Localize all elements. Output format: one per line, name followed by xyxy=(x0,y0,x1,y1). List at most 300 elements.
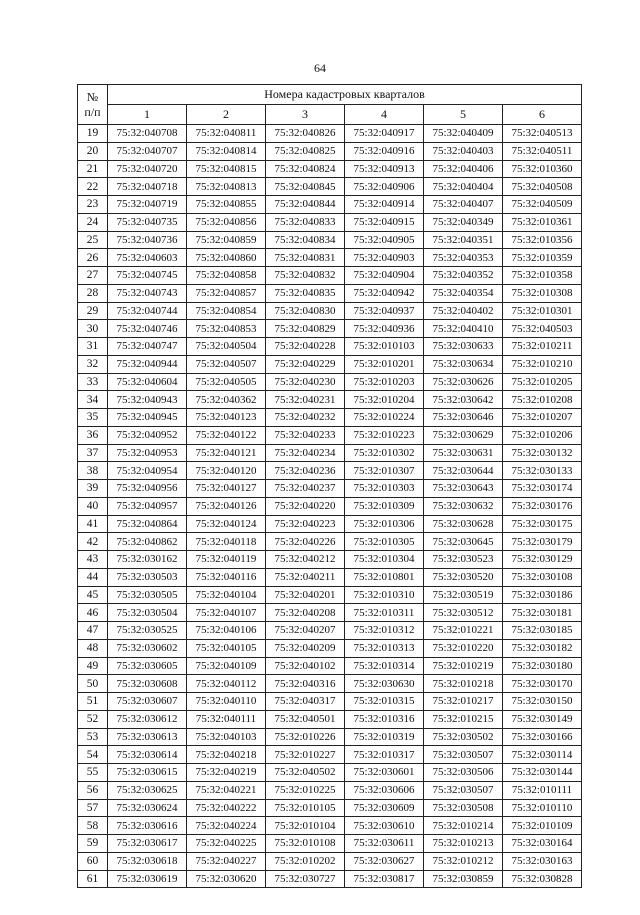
cadastral-number-cell: 75:32:030129 xyxy=(503,551,582,569)
column-number-header: 2 xyxy=(187,105,266,125)
row-number-cell: 40 xyxy=(78,497,108,515)
cadastral-number-cell: 75:32:040233 xyxy=(266,426,345,444)
cadastral-number-cell: 75:32:010206 xyxy=(503,426,582,444)
cadastral-number-cell: 75:32:040110 xyxy=(187,693,266,711)
cadastral-number-cell: 75:32:030179 xyxy=(503,533,582,551)
cadastral-number-cell: 75:32:010210 xyxy=(503,355,582,373)
cadastral-number-cell: 75:32:030628 xyxy=(424,515,503,533)
cadastral-number-cell: 75:32:040116 xyxy=(187,568,266,586)
cadastral-number-cell: 75:32:040409 xyxy=(424,125,503,143)
cadastral-number-cell: 75:32:040945 xyxy=(108,409,187,427)
cadastral-number-cell: 75:32:040353 xyxy=(424,249,503,267)
row-number-header-symbol: № xyxy=(86,89,99,104)
cadastral-number-cell: 75:32:040222 xyxy=(187,799,266,817)
row-number-cell: 43 xyxy=(78,551,108,569)
cadastral-number-cell: 75:32:030644 xyxy=(424,462,503,480)
column-number-header: 1 xyxy=(108,105,187,125)
cadastral-number-cell: 75:32:040223 xyxy=(266,515,345,533)
table-row xyxy=(78,231,582,249)
cadastral-quarters-table xyxy=(77,84,582,888)
cadastral-number-cell: 75:32:010218 xyxy=(424,675,503,693)
row-number-cell: 25 xyxy=(78,231,108,249)
cadastral-number-cell: 75:32:030164 xyxy=(503,835,582,853)
row-number-cell: 27 xyxy=(78,267,108,285)
cadastral-number-cell: 75:32:010302 xyxy=(345,444,424,462)
table-row xyxy=(78,213,582,231)
cadastral-number-cell: 75:32:040957 xyxy=(108,497,187,515)
cadastral-number-cell: 75:32:030610 xyxy=(345,817,424,835)
cadastral-number-cell: 75:32:010207 xyxy=(503,409,582,427)
cadastral-number-cell: 75:32:030507 xyxy=(424,781,503,799)
column-number-header: 3 xyxy=(266,105,345,125)
cadastral-number-cell: 75:32:040211 xyxy=(266,568,345,586)
cadastral-number-cell: 75:32:030612 xyxy=(108,710,187,728)
cadastral-number-cell: 75:32:040232 xyxy=(266,409,345,427)
cadastral-number-cell: 75:32:040224 xyxy=(187,817,266,835)
cadastral-number-cell: 75:32:040236 xyxy=(266,462,345,480)
cadastral-number-cell: 75:32:010308 xyxy=(503,284,582,302)
cadastral-number-cell: 75:32:030605 xyxy=(108,657,187,675)
cadastral-number-cell: 75:32:040834 xyxy=(266,231,345,249)
cadastral-number-cell: 75:32:030523 xyxy=(424,551,503,569)
cadastral-number-cell: 75:32:040229 xyxy=(266,355,345,373)
table-row xyxy=(78,870,582,888)
table-row xyxy=(78,249,582,267)
cadastral-number-cell: 75:32:040603 xyxy=(108,249,187,267)
cadastral-number-cell: 75:32:030181 xyxy=(503,604,582,622)
cadastral-number-cell: 75:32:040856 xyxy=(187,213,266,231)
cadastral-number-cell: 75:32:010306 xyxy=(345,515,424,533)
row-number-cell: 59 xyxy=(78,835,108,853)
cadastral-number-cell: 75:32:030634 xyxy=(424,355,503,373)
cadastral-number-cell: 75:32:030520 xyxy=(424,568,503,586)
cadastral-number-cell: 75:32:010220 xyxy=(424,639,503,657)
cadastral-number-cell: 75:32:040107 xyxy=(187,604,266,622)
cadastral-number-cell: 75:32:040349 xyxy=(424,213,503,231)
cadastral-number-cell: 75:32:030620 xyxy=(187,870,266,888)
table-row xyxy=(78,622,582,640)
row-number-cell: 34 xyxy=(78,391,108,409)
cadastral-number-cell: 75:32:010358 xyxy=(503,267,582,285)
table-row xyxy=(78,746,582,764)
row-number-cell: 55 xyxy=(78,764,108,782)
cadastral-number-cell: 75:32:010104 xyxy=(266,817,345,835)
cadastral-number-cell: 75:32:030633 xyxy=(424,338,503,356)
cadastral-number-cell: 75:32:010359 xyxy=(503,249,582,267)
cadastral-number-cell: 75:32:040201 xyxy=(266,586,345,604)
cadastral-number-cell: 75:32:030624 xyxy=(108,799,187,817)
cadastral-number-cell: 75:32:040604 xyxy=(108,373,187,391)
cadastral-number-cell: 75:32:040826 xyxy=(266,125,345,143)
cadastral-number-cell: 75:32:010311 xyxy=(345,604,424,622)
cadastral-number-cell: 75:32:010221 xyxy=(424,622,503,640)
cadastral-number-cell: 75:32:030646 xyxy=(424,409,503,427)
cadastral-number-cell: 75:32:040913 xyxy=(345,160,424,178)
cadastral-number-cell: 75:32:030629 xyxy=(424,426,503,444)
row-number-cell: 45 xyxy=(78,586,108,604)
cadastral-number-cell: 75:32:010312 xyxy=(345,622,424,640)
cadastral-number-cell: 75:32:010108 xyxy=(266,835,345,853)
row-number-cell: 23 xyxy=(78,196,108,214)
table-row xyxy=(78,462,582,480)
cadastral-number-cell: 75:32:040905 xyxy=(345,231,424,249)
cadastral-number-cell: 75:32:040509 xyxy=(503,196,582,214)
cadastral-number-cell: 75:32:030613 xyxy=(108,728,187,746)
cadastral-number-cell: 75:32:010315 xyxy=(345,693,424,711)
row-number-cell: 39 xyxy=(78,480,108,498)
cadastral-number-cell: 75:32:010314 xyxy=(345,657,424,675)
cadastral-number-cell: 75:32:030630 xyxy=(345,675,424,693)
row-number-cell: 54 xyxy=(78,746,108,764)
table-row xyxy=(78,409,582,427)
cadastral-number-cell: 75:32:040952 xyxy=(108,426,187,444)
cadastral-number-cell: 75:32:040234 xyxy=(266,444,345,462)
cadastral-number-cell: 75:32:010309 xyxy=(345,497,424,515)
cadastral-number-cell: 75:32:040855 xyxy=(187,196,266,214)
row-number-cell: 47 xyxy=(78,622,108,640)
table-row xyxy=(78,764,582,782)
cadastral-number-cell: 75:32:040362 xyxy=(187,391,266,409)
row-number-cell: 61 xyxy=(78,870,108,888)
cadastral-number-cell: 75:32:040221 xyxy=(187,781,266,799)
row-number-cell: 35 xyxy=(78,409,108,427)
table-row xyxy=(78,302,582,320)
cadastral-number-cell: 75:32:040746 xyxy=(108,320,187,338)
cadastral-number-cell: 75:32:040511 xyxy=(503,142,582,160)
cadastral-number-cell: 75:32:040943 xyxy=(108,391,187,409)
cadastral-number-cell: 75:32:040112 xyxy=(187,675,266,693)
cadastral-number-cell: 75:32:030144 xyxy=(503,764,582,782)
cadastral-number-cell: 75:32:040903 xyxy=(345,249,424,267)
cadastral-number-cell: 75:32:010223 xyxy=(345,426,424,444)
cadastral-number-cell: 75:32:030170 xyxy=(503,675,582,693)
cadastral-number-cell: 75:32:040811 xyxy=(187,125,266,143)
cadastral-number-cell: 75:32:040942 xyxy=(345,284,424,302)
row-number-cell: 24 xyxy=(78,213,108,231)
row-number-cell: 51 xyxy=(78,693,108,711)
cadastral-number-cell: 75:32:040228 xyxy=(266,338,345,356)
cadastral-number-cell: 75:32:030627 xyxy=(345,852,424,870)
cadastral-number-cell: 75:32:040226 xyxy=(266,533,345,551)
table-row xyxy=(78,675,582,693)
cadastral-number-cell: 75:32:030108 xyxy=(503,568,582,586)
table-row xyxy=(78,533,582,551)
table-row xyxy=(78,817,582,835)
cadastral-number-cell: 75:32:040118 xyxy=(187,533,266,551)
cadastral-number-cell: 75:32:040853 xyxy=(187,320,266,338)
cadastral-number-cell: 75:32:040402 xyxy=(424,302,503,320)
cadastral-number-cell: 75:32:030114 xyxy=(503,746,582,764)
cadastral-number-cell: 75:32:040103 xyxy=(187,728,266,746)
cadastral-number-cell: 75:32:040109 xyxy=(187,657,266,675)
cadastral-number-cell: 75:32:010310 xyxy=(345,586,424,604)
cadastral-number-cell: 75:32:040403 xyxy=(424,142,503,160)
cadastral-number-cell: 75:32:040410 xyxy=(424,320,503,338)
cadastral-number-cell: 75:32:030149 xyxy=(503,710,582,728)
cadastral-number-cell: 75:32:040859 xyxy=(187,231,266,249)
cadastral-number-cell: 75:32:040231 xyxy=(266,391,345,409)
cadastral-number-cell: 75:32:030150 xyxy=(503,693,582,711)
cadastral-number-cell: 75:32:030632 xyxy=(424,497,503,515)
cadastral-number-cell: 75:32:040829 xyxy=(266,320,345,338)
cadastral-number-cell: 75:32:040857 xyxy=(187,284,266,302)
cadastral-number-cell: 75:32:010356 xyxy=(503,231,582,249)
table-row xyxy=(78,568,582,586)
cadastral-number-cell: 75:32:040317 xyxy=(266,693,345,711)
cadastral-number-cell: 75:32:010103 xyxy=(345,338,424,356)
cadastral-number-cell: 75:32:030615 xyxy=(108,764,187,782)
cadastral-number-cell: 75:32:040503 xyxy=(503,320,582,338)
cadastral-number-cell: 75:32:040230 xyxy=(266,373,345,391)
cadastral-number-cell: 75:32:030614 xyxy=(108,746,187,764)
cadastral-number-cell: 75:32:030606 xyxy=(345,781,424,799)
cadastral-number-cell: 75:32:030166 xyxy=(503,728,582,746)
cadastral-number-cell: 75:32:040406 xyxy=(424,160,503,178)
cadastral-number-cell: 75:32:040505 xyxy=(187,373,266,391)
cadastral-number-cell: 75:32:010105 xyxy=(266,799,345,817)
cadastral-number-cell: 75:32:030176 xyxy=(503,497,582,515)
cadastral-number-cell: 75:32:040844 xyxy=(266,196,345,214)
row-number-cell: 26 xyxy=(78,249,108,267)
cadastral-number-cell: 75:32:040502 xyxy=(266,764,345,782)
cadastral-number-cell: 75:32:030611 xyxy=(345,835,424,853)
cadastral-number-cell: 75:32:010201 xyxy=(345,355,424,373)
cadastral-number-cell: 75:32:040744 xyxy=(108,302,187,320)
table-row xyxy=(78,338,582,356)
cadastral-number-cell: 75:32:040212 xyxy=(266,551,345,569)
cadastral-number-cell: 75:32:040864 xyxy=(108,515,187,533)
table-row xyxy=(78,835,582,853)
table-row xyxy=(78,142,582,160)
cadastral-number-cell: 75:32:010204 xyxy=(345,391,424,409)
cadastral-number-cell: 75:32:040354 xyxy=(424,284,503,302)
cadastral-number-cell: 75:32:010316 xyxy=(345,710,424,728)
cadastral-number-cell: 75:32:040854 xyxy=(187,302,266,320)
column-number-header: 4 xyxy=(345,105,424,125)
table-row xyxy=(78,781,582,799)
row-number-cell: 36 xyxy=(78,426,108,444)
cadastral-number-cell: 75:32:040127 xyxy=(187,480,266,498)
cadastral-number-cell: 75:32:030512 xyxy=(424,604,503,622)
cadastral-number-cell: 75:32:030609 xyxy=(345,799,424,817)
cadastral-number-cell: 75:32:030174 xyxy=(503,480,582,498)
row-number-cell: 48 xyxy=(78,639,108,657)
cadastral-number-cell: 75:32:010215 xyxy=(424,710,503,728)
column-number-header: 6 xyxy=(503,105,582,125)
cadastral-number-cell: 75:32:010109 xyxy=(503,817,582,835)
cadastral-number-cell: 75:32:040917 xyxy=(345,125,424,143)
cadastral-number-cell: 75:32:040102 xyxy=(266,657,345,675)
cadastral-number-cell: 75:32:040220 xyxy=(266,497,345,515)
cadastral-number-cell: 75:32:010303 xyxy=(345,480,424,498)
cadastral-number-cell: 75:32:040954 xyxy=(108,462,187,480)
table-row xyxy=(78,178,582,196)
row-number-cell: 30 xyxy=(78,320,108,338)
cadastral-number-cell: 75:32:030503 xyxy=(108,568,187,586)
row-number-cell: 29 xyxy=(78,302,108,320)
cadastral-number-cell: 75:32:030626 xyxy=(424,373,503,391)
cadastral-number-cell: 75:32:040207 xyxy=(266,622,345,640)
table-row xyxy=(78,693,582,711)
table-row xyxy=(78,196,582,214)
cadastral-number-cell: 75:32:010225 xyxy=(266,781,345,799)
cadastral-number-cell: 75:32:040718 xyxy=(108,178,187,196)
cadastral-group-header: Номера кадастровых кварталов xyxy=(108,85,582,105)
table-row xyxy=(78,710,582,728)
cadastral-number-cell: 75:32:040832 xyxy=(266,267,345,285)
cadastral-number-cell: 75:32:040513 xyxy=(503,125,582,143)
cadastral-number-cell: 75:32:040707 xyxy=(108,142,187,160)
cadastral-number-cell: 75:32:040121 xyxy=(187,444,266,462)
cadastral-number-cell: 75:32:010319 xyxy=(345,728,424,746)
row-number-header xyxy=(78,85,108,125)
cadastral-number-cell: 75:32:010211 xyxy=(503,338,582,356)
cadastral-number-cell: 75:32:010360 xyxy=(503,160,582,178)
cadastral-number-cell: 75:32:030185 xyxy=(503,622,582,640)
cadastral-number-cell: 75:32:040860 xyxy=(187,249,266,267)
cadastral-number-cell: 75:32:040743 xyxy=(108,284,187,302)
row-number-cell: 32 xyxy=(78,355,108,373)
cadastral-number-cell: 75:32:040407 xyxy=(424,196,503,214)
table-row xyxy=(78,355,582,373)
cadastral-number-cell: 75:32:030507 xyxy=(424,746,503,764)
cadastral-number-cell: 75:32:030519 xyxy=(424,586,503,604)
cadastral-number-cell: 75:32:040104 xyxy=(187,586,266,604)
cadastral-number-cell: 75:32:030817 xyxy=(345,870,424,888)
cadastral-number-cell: 75:32:030505 xyxy=(108,586,187,604)
cadastral-number-cell: 75:32:030506 xyxy=(424,764,503,782)
table-row xyxy=(78,639,582,657)
table-row xyxy=(78,267,582,285)
cadastral-number-cell: 75:32:040720 xyxy=(108,160,187,178)
table-row xyxy=(78,515,582,533)
cadastral-number-cell: 75:32:030525 xyxy=(108,622,187,640)
cadastral-number-cell: 75:32:040219 xyxy=(187,764,266,782)
cadastral-number-cell: 75:32:040833 xyxy=(266,213,345,231)
cadastral-number-cell: 75:32:010305 xyxy=(345,533,424,551)
cadastral-number-cell: 75:32:040815 xyxy=(187,160,266,178)
cadastral-number-cell: 75:32:040845 xyxy=(266,178,345,196)
cadastral-number-cell: 75:32:040944 xyxy=(108,355,187,373)
row-number-cell: 22 xyxy=(78,178,108,196)
cadastral-number-cell: 75:32:040719 xyxy=(108,196,187,214)
cadastral-number-cell: 75:32:010307 xyxy=(345,462,424,480)
cadastral-number-cell: 75:32:030175 xyxy=(503,515,582,533)
row-number-cell: 38 xyxy=(78,462,108,480)
row-number-cell: 37 xyxy=(78,444,108,462)
cadastral-number-cell: 75:32:040352 xyxy=(424,267,503,285)
row-number-cell: 31 xyxy=(78,338,108,356)
row-number-header-abbr: п/п xyxy=(84,104,101,119)
cadastral-number-cell: 75:32:010214 xyxy=(424,817,503,835)
cadastral-number-cell: 75:32:030727 xyxy=(266,870,345,888)
cadastral-number-cell: 75:32:040937 xyxy=(345,302,424,320)
cadastral-number-cell: 75:32:030502 xyxy=(424,728,503,746)
cadastral-number-cell: 75:32:030631 xyxy=(424,444,503,462)
cadastral-number-cell: 75:32:040316 xyxy=(266,675,345,693)
table-row xyxy=(78,551,582,569)
cadastral-number-cell: 75:32:030643 xyxy=(424,480,503,498)
cadastral-number-cell: 75:32:010202 xyxy=(266,852,345,870)
cadastral-number-cell: 75:32:040225 xyxy=(187,835,266,853)
cadastral-number-cell: 75:32:040123 xyxy=(187,409,266,427)
table-row xyxy=(78,373,582,391)
cadastral-number-cell: 75:32:040916 xyxy=(345,142,424,160)
cadastral-number-cell: 75:32:040106 xyxy=(187,622,266,640)
cadastral-number-cell: 75:32:030186 xyxy=(503,586,582,604)
cadastral-number-cell: 75:32:040953 xyxy=(108,444,187,462)
table-row xyxy=(78,852,582,870)
cadastral-number-cell: 75:32:010213 xyxy=(424,835,503,853)
cadastral-number-cell: 75:32:040209 xyxy=(266,639,345,657)
row-number-cell: 46 xyxy=(78,604,108,622)
cadastral-number-cell: 75:32:040122 xyxy=(187,426,266,444)
table-row xyxy=(78,391,582,409)
cadastral-number-cell: 75:32:010208 xyxy=(503,391,582,409)
row-number-cell: 44 xyxy=(78,568,108,586)
row-number-cell: 42 xyxy=(78,533,108,551)
cadastral-number-cell: 75:32:030642 xyxy=(424,391,503,409)
cadastral-number-cell: 75:32:030162 xyxy=(108,551,187,569)
cadastral-number-cell: 75:32:040126 xyxy=(187,497,266,515)
cadastral-number-cell: 75:32:040814 xyxy=(187,142,266,160)
cadastral-number-cell: 75:32:030133 xyxy=(503,462,582,480)
cadastral-number-cell: 75:32:040227 xyxy=(187,852,266,870)
row-number-cell: 60 xyxy=(78,852,108,870)
cadastral-number-cell: 75:32:040831 xyxy=(266,249,345,267)
cadastral-number-cell: 75:32:030828 xyxy=(503,870,582,888)
cadastral-number-cell: 75:32:030163 xyxy=(503,852,582,870)
table-row xyxy=(78,284,582,302)
cadastral-number-cell: 75:32:040708 xyxy=(108,125,187,143)
cadastral-number-cell: 75:32:040906 xyxy=(345,178,424,196)
cadastral-number-cell: 75:32:030618 xyxy=(108,852,187,870)
cadastral-number-cell: 75:32:040835 xyxy=(266,284,345,302)
cadastral-number-cell: 75:32:010227 xyxy=(266,746,345,764)
cadastral-number-cell: 75:32:040936 xyxy=(345,320,424,338)
cadastral-number-cell: 75:32:030182 xyxy=(503,639,582,657)
cadastral-number-cell: 75:32:010361 xyxy=(503,213,582,231)
cadastral-number-cell: 75:32:040404 xyxy=(424,178,503,196)
cadastral-number-cell: 75:32:030180 xyxy=(503,657,582,675)
table-row xyxy=(78,125,582,143)
cadastral-number-cell: 75:32:040111 xyxy=(187,710,266,728)
row-number-cell: 28 xyxy=(78,284,108,302)
row-number-cell: 19 xyxy=(78,125,108,143)
cadastral-number-cell: 75:32:010219 xyxy=(424,657,503,675)
cadastral-number-cell: 75:32:030617 xyxy=(108,835,187,853)
cadastral-number-cell: 75:32:010801 xyxy=(345,568,424,586)
cadastral-number-cell: 75:32:010224 xyxy=(345,409,424,427)
cadastral-number-cell: 75:32:040351 xyxy=(424,231,503,249)
cadastral-number-cell: 75:32:040914 xyxy=(345,196,424,214)
row-number-cell: 41 xyxy=(78,515,108,533)
row-number-cell: 20 xyxy=(78,142,108,160)
table-body xyxy=(78,125,582,888)
cadastral-number-cell: 75:32:040904 xyxy=(345,267,424,285)
table-row xyxy=(78,426,582,444)
cadastral-number-cell: 75:32:040862 xyxy=(108,533,187,551)
table-row xyxy=(78,604,582,622)
cadastral-number-cell: 75:32:010110 xyxy=(503,799,582,817)
cadastral-number-cell: 75:32:030602 xyxy=(108,639,187,657)
cadastral-number-cell: 75:32:030625 xyxy=(108,781,187,799)
cadastral-number-cell: 75:32:040747 xyxy=(108,338,187,356)
table-row xyxy=(78,657,582,675)
cadastral-number-cell: 75:32:040735 xyxy=(108,213,187,231)
cadastral-number-cell: 75:32:030607 xyxy=(108,693,187,711)
cadastral-number-cell: 75:32:040508 xyxy=(503,178,582,196)
